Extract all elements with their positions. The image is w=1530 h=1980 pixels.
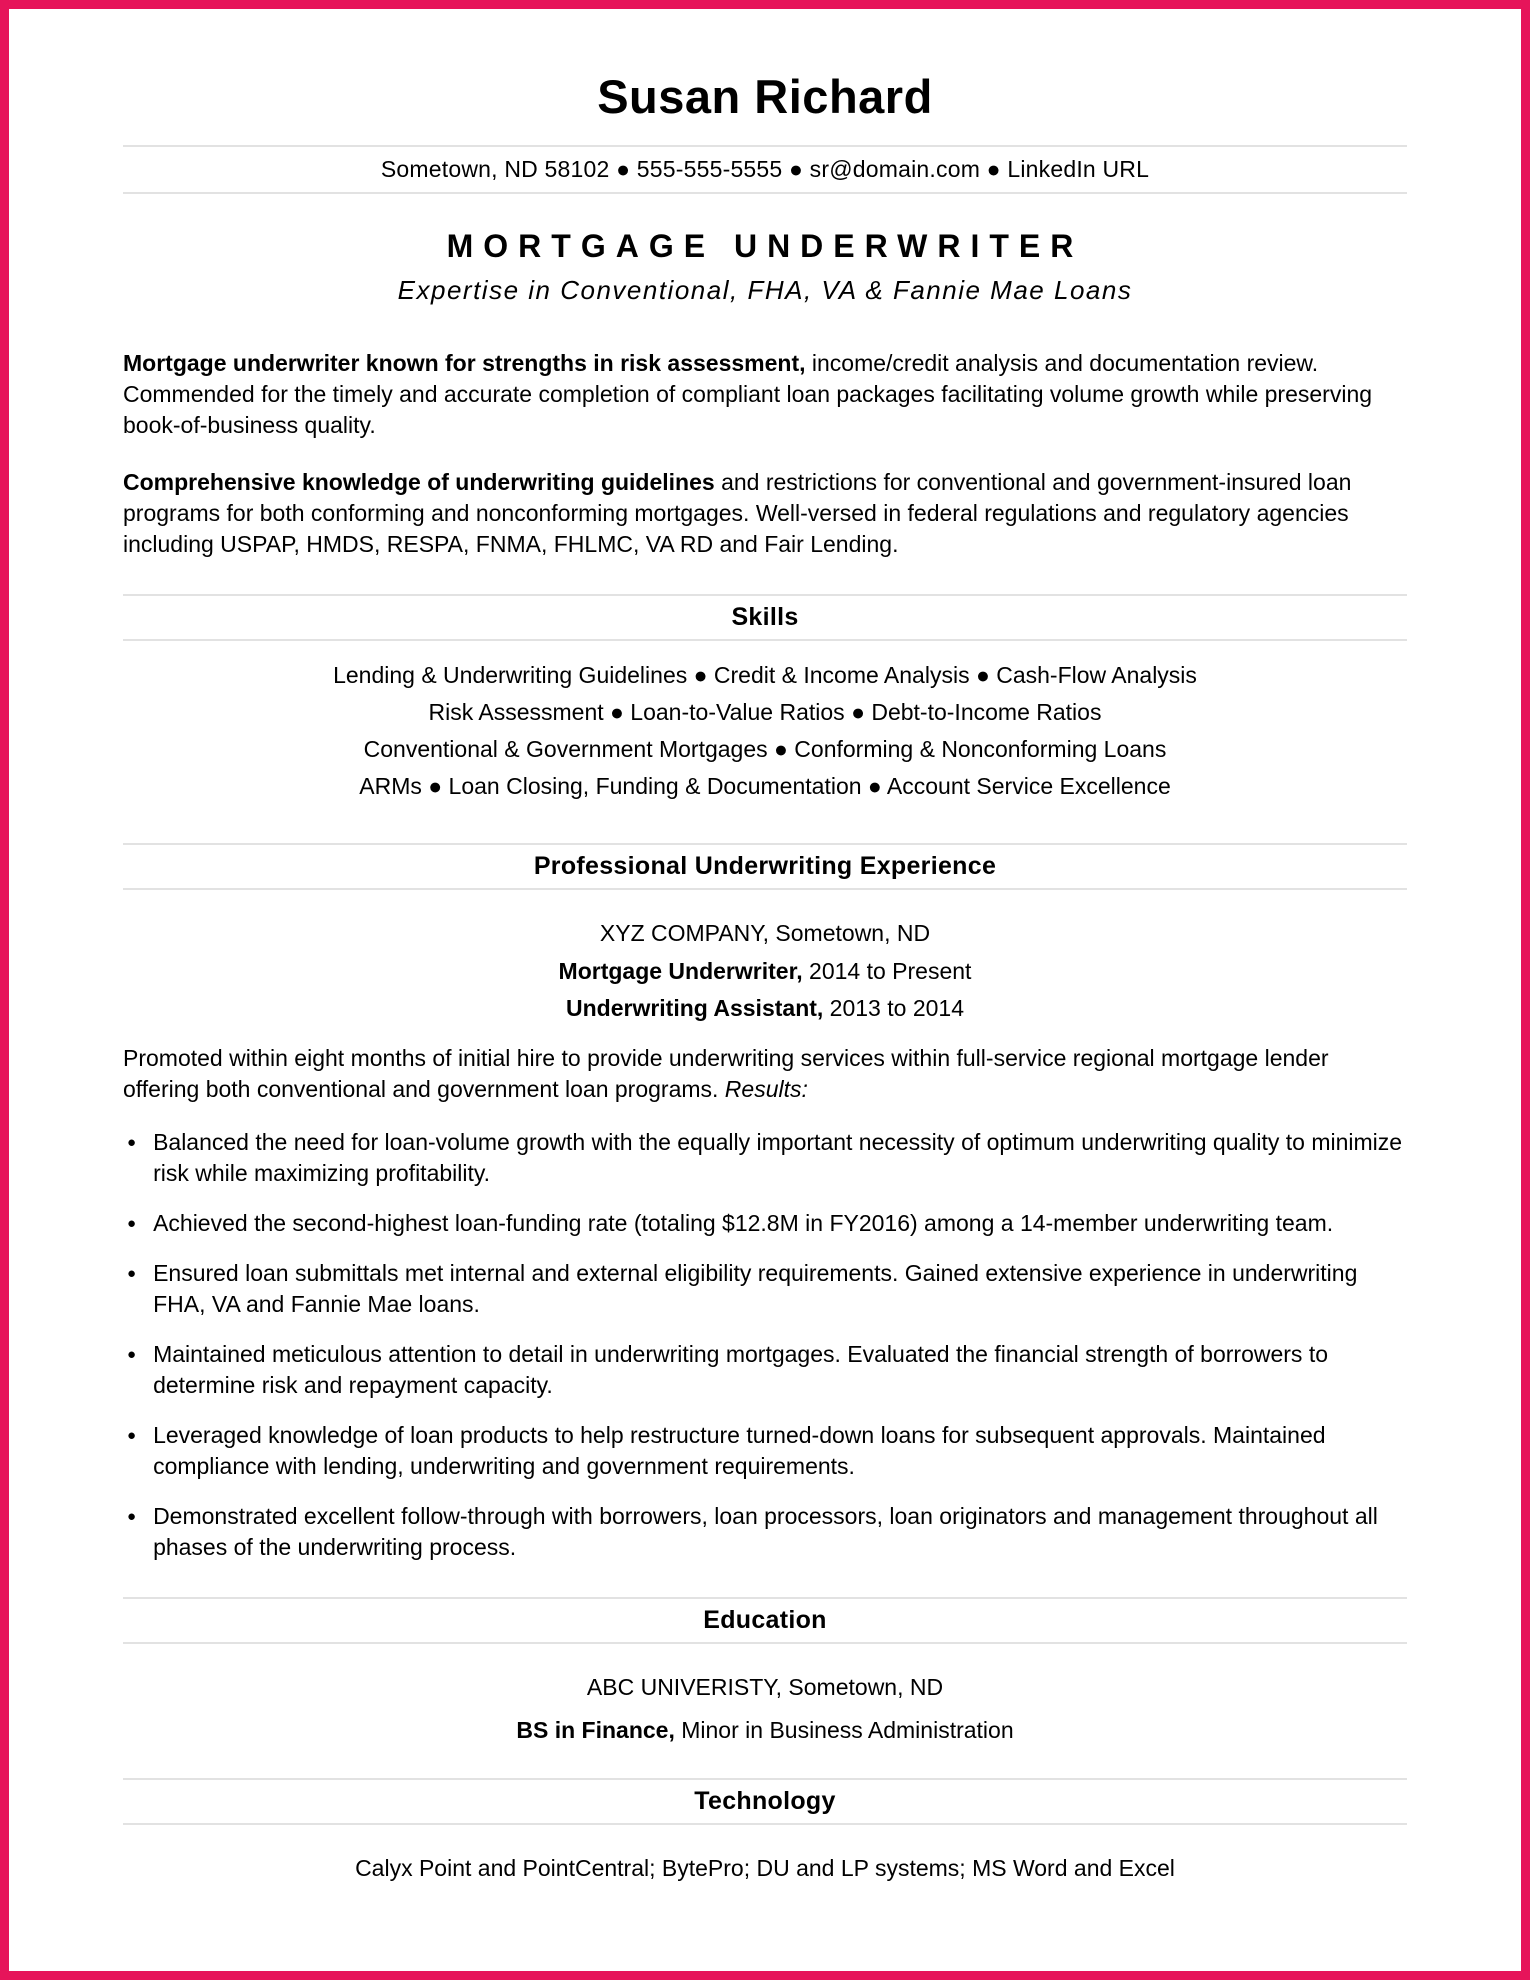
divider (123, 843, 1407, 845)
experience-intro (123, 1043, 1407, 1105)
summary-paragraph (123, 467, 1407, 560)
skills-row: Lending & Underwriting Guidelines ● Credit & Income Analysis ● Cash-Flow Analysis (333, 661, 1197, 688)
summary-section (123, 348, 1407, 560)
summary-lead: Mortgage underwriter known for strengths in risk assessment, (123, 349, 806, 376)
summary-lead: Comprehensive knowledge of underwriting guidelines (123, 468, 715, 495)
results-label: Results: (724, 1075, 808, 1102)
divider (123, 1642, 1407, 1644)
summary-text: income/credit analysis and documentation review. Commended for the timely and accurate completion of compliant loan packages facilitating volume growth while preserving book-of-business quality. (123, 349, 1373, 438)
list-item (123, 1208, 1407, 1239)
role-dates: 2013 to 2014 (823, 994, 964, 1021)
divider (123, 192, 1407, 194)
technology-heading: Technology (694, 1786, 836, 1815)
list-item (123, 1420, 1407, 1482)
bullet-icon: ● (127, 1264, 137, 1282)
summary-paragraph (123, 348, 1407, 441)
role-dates: 2014 to Present (802, 957, 972, 984)
bullet-text: Leveraged knowledge of loan products to help restructure turned-down loans for subsequent approvals. Maintained compliance with lending, underwriting and government requirements. (153, 1421, 1326, 1479)
skills-row: ARMs ● Loan Closing, Funding & Documentation ● Account Service Excellence (359, 772, 1171, 799)
degree-title: BS in Finance, (516, 1716, 675, 1743)
contact-line: Sometown, ND 58102 ● 555-555-5555 ● sr@domain.com ● LinkedIn URL (380, 155, 1150, 182)
education-section (123, 1597, 1407, 1744)
title-block (123, 228, 1407, 306)
candidate-name: Susan Richard (597, 70, 933, 123)
divider (123, 888, 1407, 890)
list-item (123, 1339, 1407, 1401)
job-subtitle: Expertise in Conventional, FHA, VA & Fannie Mae Loans (397, 274, 1133, 305)
job-title: MORTGAGE UNDERWRITER (446, 227, 1084, 264)
bullet-icon: ● (127, 1133, 137, 1151)
bullet-text: Balanced the need for loan-volume growth with the equally important necessity of optimum underwriting quality to minimize risk while maximizing profitability. (153, 1128, 1403, 1186)
bullet-icon: ● (127, 1214, 137, 1232)
divider (123, 594, 1407, 596)
experience-section (123, 843, 1407, 1563)
bullet-icon: ● (127, 1345, 137, 1363)
bullet-text: Achieved the second-highest loan-funding rate (totaling $12.8M in FY2016) among a 14-member underwriting team. (153, 1209, 1334, 1236)
divider (123, 1597, 1407, 1599)
divider (123, 1778, 1407, 1780)
intro-text: Promoted within eight months of initial hire to provide underwriting services within full-service regional mortgage lender offering both conventional and government loan programs. (123, 1044, 1329, 1102)
skills-row: Risk Assessment ● Loan-to-Value Ratios ● Debt-to-Income Ratios (428, 698, 1102, 725)
divider (123, 1823, 1407, 1825)
technology-line: Calyx Point and PointCentral; BytePro; DU and LP systems; MS Word and Excel (355, 1854, 1175, 1881)
experience-bullets (123, 1127, 1407, 1563)
role-title: Mortgage Underwriter, (558, 957, 803, 984)
skills-row: Conventional & Government Mortgages ● Conforming & Nonconforming Loans (363, 735, 1167, 762)
experience-heading: Professional Underwriting Experience (533, 851, 997, 880)
bullet-text: Ensured loan submittals met internal and external eligibility requirements. Gained extensive experience in underwriting FHA, VA and Fannie Mae loans. (153, 1259, 1358, 1317)
list-item (123, 1501, 1407, 1563)
bullet-text: Demonstrated excellent follow-through with borrowers, loan processors, loan originators and management throughout all phases of the underwriting process. (153, 1502, 1378, 1560)
role-title: Underwriting Assistant, (566, 994, 824, 1021)
school-line: ABC UNIVERISTY, Sometown, ND (586, 1673, 944, 1700)
bullet-icon: ● (127, 1507, 137, 1525)
skills-list (123, 641, 1407, 809)
skills-heading: Skills (731, 602, 799, 631)
education-heading: Education (703, 1605, 827, 1634)
list-item (123, 1258, 1407, 1320)
degree-minor: Minor in Business Administration (674, 1716, 1014, 1743)
list-item (123, 1127, 1407, 1189)
bullet-icon: ● (127, 1426, 137, 1444)
bullet-text: Maintained meticulous attention to detail in underwriting mortgages. Evaluated the financial strength of borrowers to determine risk and repayment capacity. (153, 1340, 1329, 1398)
role-line (123, 990, 1407, 1027)
skills-section (123, 594, 1407, 809)
degree-line (123, 1717, 1407, 1744)
technology-section (123, 1778, 1407, 1882)
company-line: XYZ COMPANY, Sometown, ND (599, 919, 931, 946)
summary-text: and restrictions for conventional and government-insured loan programs for both conforming and nonconforming mortgages. Well-versed in federal regulations and regulatory agencies including USPAP, HMDS, RESPA, FNMA, FHLMC, VA RD and Fair Lending. (123, 468, 1352, 557)
role-line (123, 953, 1407, 990)
